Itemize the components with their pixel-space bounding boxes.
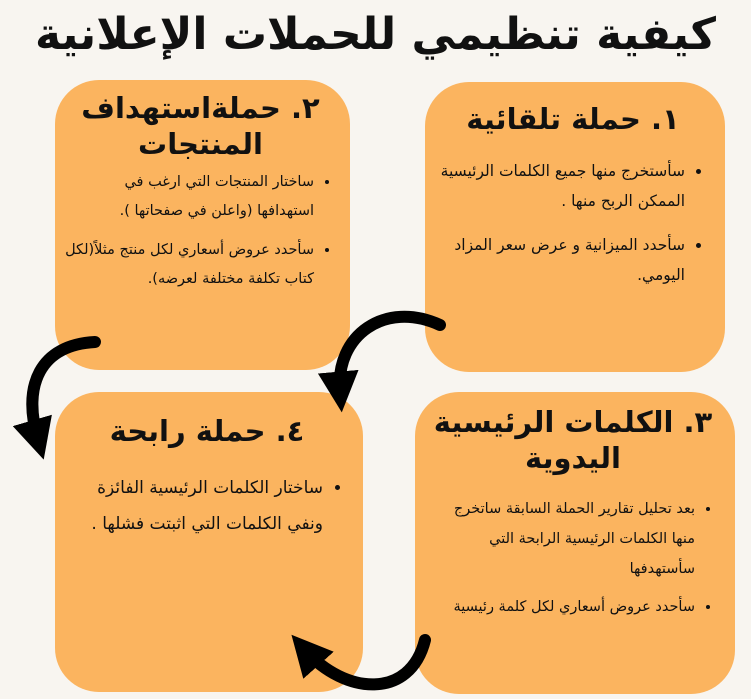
card-automatic-campaign xyxy=(425,82,725,372)
card-manual-keywords xyxy=(415,392,735,694)
card-heading: ٢. حملةاستهداف المنتجات xyxy=(81,91,320,161)
bullet-item: • ساختار المنتجات التي ارغب في استهدافها (واعلن في صفحاتها ). xyxy=(65,168,314,226)
card-heading: ٤. حملة رابحة xyxy=(109,414,305,448)
bullet-item: • سأستخرج منها جميع الكلمات الرئيسية الممكن الربح منها . xyxy=(439,156,685,216)
card-product-targeting-campaign xyxy=(55,80,350,370)
bullet-item: • سأحدد عروض أسعاري لكل كلمة رئيسية xyxy=(429,592,695,622)
bullet-item: • بعد تحليل تقارير الحملة السابقة ساتخرج منها الكلمات الرئيسية الرابحة التي سأستهدفها xyxy=(429,494,695,584)
card-heading: ٣. الكلمات الرئيسية اليدوية xyxy=(433,405,713,475)
card-heading: ١. حملة تلقائية xyxy=(466,102,680,136)
page-title: كيفية تنظيمي للحملات الإعلانية xyxy=(35,9,716,60)
bullet-item: • ساختار الكلمات الرئيسية الفائزة ونفي الكلمات التي اثبتت فشلها . xyxy=(69,470,323,542)
bullet-item: • سأحدد الميزانية و عرض سعر المزاد اليومي. xyxy=(439,230,685,290)
card-winning-campaign xyxy=(55,392,363,692)
bullet-item: • سأحدد عروض أسعاري لكل منتج مثلاً(لكل كتاب تكلفة مختلفة لعرضه). xyxy=(65,236,314,294)
